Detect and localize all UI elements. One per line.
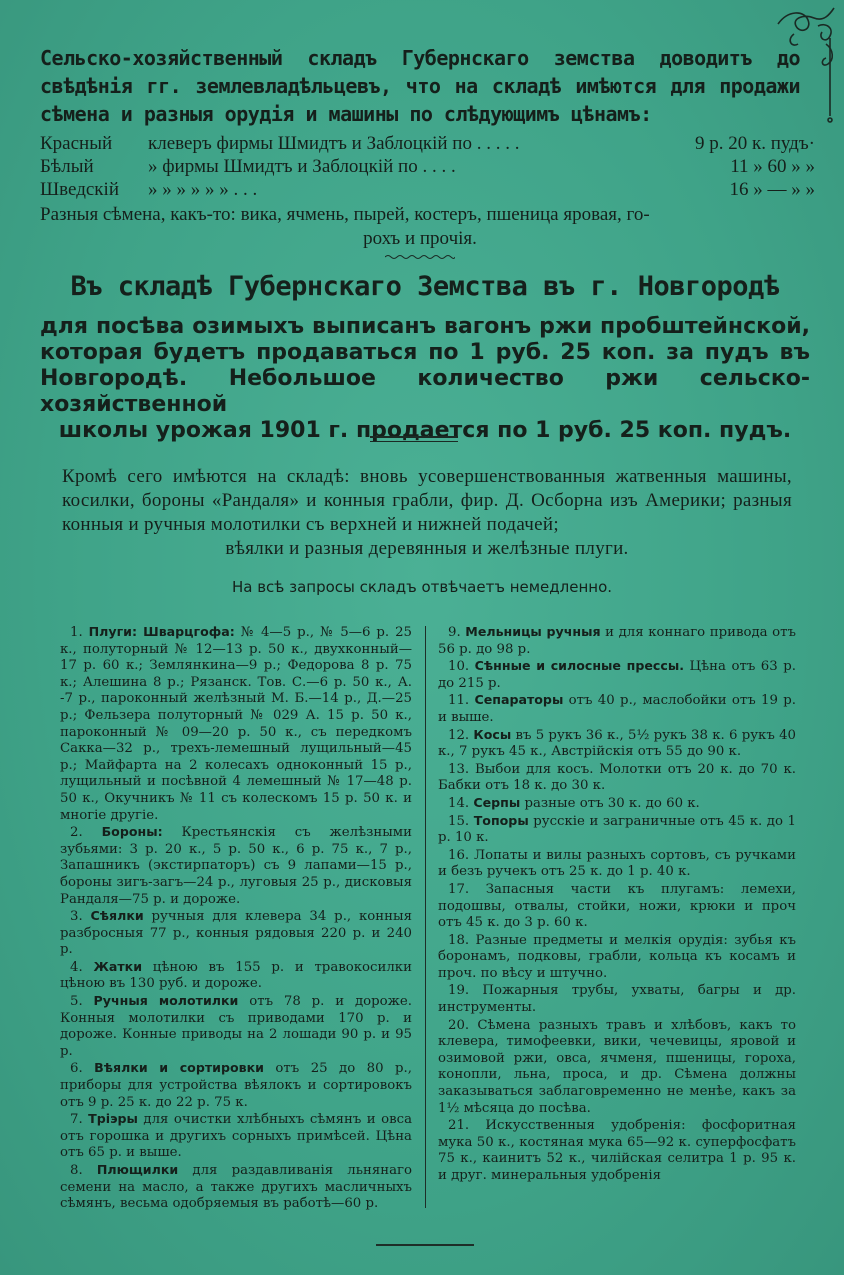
price-list-item bbox=[60, 959, 412, 993]
item-text: Сѣмена разныхъ травъ и хлѣбовъ, какъ то клевера, тимофеевки, вики, чечевицы, яровой и озимовой ржи, овса, ячменя, пшеницы, гороха, конопли, льна, проса, и др. Сѣмена должны заказываться заблаговременно не менѣе, какъ за 1½ мѣсяца до посѣва. bbox=[438, 1017, 796, 1116]
item-title: Топоры bbox=[473, 812, 529, 828]
item-title: Серпы bbox=[473, 794, 521, 810]
item-text: для раздавливанія льнянаго семени на масло, а также другихъ масличныхъ сѣмянъ, весьма одобряемыя въ работѣ—60 р. bbox=[60, 1163, 413, 1212]
seeds-text-cont: рохъ и прочія. bbox=[363, 228, 477, 249]
item-number: 2. bbox=[70, 825, 102, 841]
machines-text-last: вѣялки и разныя деревянныя и желѣзные плуги. bbox=[225, 538, 629, 559]
item-text: Выбои для косъ. Молотки отъ 20 к. до 70 к. Бабки отъ 18 к. до 30 к. bbox=[438, 761, 796, 794]
price-name: Красный bbox=[40, 133, 113, 154]
item-number: 21. bbox=[448, 1118, 486, 1134]
price-list-item bbox=[438, 1117, 796, 1184]
requests-line: На всѣ запросы складъ отвѣчаетъ немедленно. bbox=[231, 578, 613, 596]
price-row bbox=[40, 132, 815, 155]
price-desc: » » » » » » . . . bbox=[148, 179, 258, 200]
price-list-item bbox=[60, 1162, 412, 1213]
item-number: 13. bbox=[448, 761, 476, 777]
item-number: 10. bbox=[448, 659, 475, 675]
item-text: Запасныя части къ плугамъ: лемехи, подошвы, отвалы, стойки, ножи, крюки и проч отъ 45 к. до 3 р. 60 к. bbox=[438, 881, 796, 931]
item-number: 5. bbox=[70, 994, 94, 1010]
price-list-item bbox=[60, 624, 412, 824]
item-text: отъ 78 р. и дороже. Конныя молотилки съ приводами 170 р. и дороже. Конные приводы на 2 лошади 90 р. и 95 р. bbox=[60, 994, 412, 1059]
item-title: Сѣнные и силосные прессы. bbox=[474, 658, 685, 674]
price-desc: клеверъ фирмы Шмидтъ и Заблоцкій по . . . . . bbox=[148, 133, 520, 154]
item-text: отъ 40 р., маслобойки отъ 19 р. и выше. bbox=[438, 693, 797, 725]
price-list-item bbox=[438, 881, 796, 932]
item-text: Искусственныя удобренія: фосфоритная мука 50 к., костяная мука 65—92 к. суперфосфатъ 75 к., каинитъ 52 к., чилійская селитра 1 р. 95 к. и друг. минеральныя удобренія bbox=[438, 1118, 797, 1183]
price-list-left-column bbox=[60, 624, 412, 1213]
item-number: 1. bbox=[70, 625, 89, 640]
price-list-item bbox=[438, 727, 796, 761]
item-number: 15. bbox=[448, 813, 474, 829]
item-title: Косы bbox=[473, 726, 512, 742]
item-text: № 4—5 р., № 5—6 р. 25 к., полуторный № 12—13 р. 50 к., двухконный—17 р. 60 к.; Землянкина—9 р.; Федорова 8 р. 75 к.; Алешина 8 р.; Рязанск. Тов. С.—6 р. 50 к., А. -7 р., пароконный желѣзный М. Б.—14 р., Д.—25 р.; Фельзера полуторный № 029 А. 15 р. 50 к., пароконный № 09—20 р. 50 к., съ передкомъ Сакка—32 р., трехъ-лемешный лущильный—45 р.; Майфарта на 2 колесахъ одноконный 15 р., лущильный и посѣвной 4 лемешный № 17—48 р. 50 к., Окучникъ № 11 съ колескомъ 15 р. 50 к. и многіе другіе. bbox=[60, 625, 412, 823]
section-divider bbox=[370, 436, 458, 442]
rye-paragraph bbox=[40, 314, 810, 444]
item-number: 16. bbox=[448, 847, 474, 863]
price-list-item bbox=[60, 1111, 412, 1162]
item-text: цѣною въ 155 р. и травокосилки цѣною въ 130 руб. и дороже. bbox=[60, 959, 412, 992]
machines-text: Кромѣ сего имѣются на складѣ: вновь усовершенствованныя жатвенныя машины, косилки, бороны «Рандаля» и конныя грабли, фир. Д. Осборна изъ Америки; разныя конныя и ручныя молотилки съ верхней и нижней подачей; bbox=[62, 466, 792, 535]
item-number: 20. bbox=[448, 1017, 478, 1033]
item-title: Вѣялки и сортировки bbox=[94, 1060, 264, 1076]
item-text: отъ 25 до 80 р., приборы для устройства вѣялокъ и сортировокъ отъ 9 р. 25 к. до 22 р. 75 к. bbox=[60, 1061, 413, 1110]
price-name: Бѣлый bbox=[40, 156, 94, 177]
wavy-divider-icon bbox=[385, 254, 455, 260]
price-list-item bbox=[438, 692, 796, 726]
item-text: для очистки хлѣбныхъ сѣмянъ и овса отъ горошка и другихъ сорныхъ примѣсей. Цѣна отъ 65 р. и выше. bbox=[60, 1112, 412, 1161]
price-value: 11 » 60 » » bbox=[730, 156, 815, 177]
price-list-item bbox=[438, 932, 796, 983]
item-text: Пожарныя трубы, ухваты, багры и др. инструменты. bbox=[438, 983, 796, 1016]
price-list-item bbox=[438, 847, 796, 881]
price-name: Шведскій bbox=[40, 179, 119, 200]
item-text: и для коннаго привода отъ 56 р. до 98 р. bbox=[438, 625, 797, 657]
item-title: Ручныя молотилки bbox=[93, 993, 239, 1009]
machines-paragraph bbox=[62, 465, 792, 561]
price-row bbox=[40, 178, 815, 201]
price-row bbox=[40, 155, 815, 178]
price-list-item bbox=[438, 795, 796, 813]
item-title: Тріэры bbox=[88, 1111, 138, 1127]
seeds-text: Разныя сѣмена, какъ-то: вика, ячмень, пырей, костеръ, пшеница яровая, го- bbox=[40, 204, 650, 225]
item-title: Мельницы ручныя bbox=[465, 624, 601, 639]
item-number: 8. bbox=[70, 1163, 97, 1178]
item-text: ручныя для клевера 34 р., конныя разбросныя 77 р., конныя рядовыя 220 р. и 240 р. bbox=[60, 909, 412, 958]
price-list-item bbox=[438, 1017, 796, 1118]
item-title: Плуги: Шварцгофа: bbox=[88, 624, 235, 639]
item-number: 14. bbox=[448, 795, 474, 811]
rye-text: для посѣва озимыхъ выписанъ вагонъ ржи пробштейнской, которая будетъ продаваться по 1 руб. 25 коп. за пудъ въ Новгородѣ. Небольшое количество ржи сельско-хозяйственной bbox=[40, 314, 810, 417]
item-title: Сепараторы bbox=[474, 692, 564, 708]
bottom-divider bbox=[376, 1244, 474, 1246]
item-text: Разные предметы и мелкія орудія: зубья къ боронамъ, подковы, грабли, кольца къ косамъ и проч. по вѣсу и штучно. bbox=[438, 932, 797, 981]
item-number: 4. bbox=[70, 959, 94, 975]
item-text: Цѣна отъ 63 р. до 215 р. bbox=[438, 659, 796, 691]
item-number: 7. bbox=[70, 1112, 89, 1128]
notice-heading: Сельско-хозяйственный складъ Губернскаго земства доводитъ до свѣдѣнія гг. землевладѣльцевъ, что на складѣ имѣются для продажи сѣмена и разныя орудія и машины по слѣдующимъ цѣнамъ: bbox=[40, 46, 800, 126]
column-divider bbox=[425, 626, 426, 1208]
price-list-item bbox=[60, 908, 412, 959]
price-list-item bbox=[438, 761, 796, 795]
price-list-item bbox=[438, 624, 796, 658]
item-number: 11. bbox=[448, 693, 475, 709]
item-text: Крестьянскія съ желѣзными зубьями: 3 р. 20 к., 5 р. 50 к., 6 р. 75 к., 7 р., Запашникъ (экстирпаторъ) съ 9 лапами—15 р., бороны зигъ-загъ—24 р., луговыя 25 р., дисковыя Рандаля—75 р. и дороже. bbox=[60, 825, 413, 907]
seeds-paragraph bbox=[40, 203, 800, 251]
item-title: Сѣялки bbox=[90, 908, 144, 924]
price-list-item bbox=[438, 658, 796, 692]
item-number: 17. bbox=[448, 881, 486, 897]
price-list-item bbox=[60, 993, 412, 1060]
price-list-right-column bbox=[438, 624, 796, 1185]
item-text: Лопаты и вилы разныхъ сортовъ, съ ручками и безъ ручекъ отъ 25 к. до 1 р. 40 к. bbox=[438, 847, 796, 880]
price-list-item bbox=[60, 824, 412, 908]
item-text: русскіе и заграничные отъ 45 к. до 1 р. 10 к. bbox=[438, 813, 796, 846]
item-text: разные отъ 30 к. до 60 к. bbox=[520, 795, 700, 811]
item-title: Плющилки bbox=[96, 1162, 179, 1177]
price-value: 9 р. 20 к. пудъ· bbox=[694, 133, 815, 154]
price-list-item bbox=[438, 813, 796, 847]
item-number: 18. bbox=[448, 932, 476, 948]
item-title: Жатки bbox=[93, 958, 143, 974]
seed-price-table bbox=[40, 132, 815, 201]
item-number: 12. bbox=[448, 727, 474, 743]
item-number: 3. bbox=[70, 909, 91, 925]
warehouse-title: Въ складѣ Губернскаго Земства въ г. Новгородѣ bbox=[70, 271, 780, 302]
price-desc: » фирмы Шмидтъ и Заблоцкій по . . . . bbox=[148, 156, 456, 177]
rye-text-last: школы урожая 1901 г. продается по 1 руб. 25 коп. пудъ. bbox=[58, 418, 792, 443]
item-title: Бороны: bbox=[101, 824, 163, 840]
item-number: 9. bbox=[448, 625, 466, 640]
item-number: 19. bbox=[448, 983, 483, 999]
item-text: въ 5 рукъ 36 к., 5½ рукъ 38 к. 6 рукъ 40 к., 7 рукъ 45 к., Австрійскія отъ 55 до 90 к. bbox=[438, 727, 797, 760]
price-list-item bbox=[438, 982, 796, 1016]
price-list-item bbox=[60, 1060, 412, 1111]
price-value: 16 » — » » bbox=[729, 179, 815, 200]
item-number: 6. bbox=[70, 1061, 95, 1077]
